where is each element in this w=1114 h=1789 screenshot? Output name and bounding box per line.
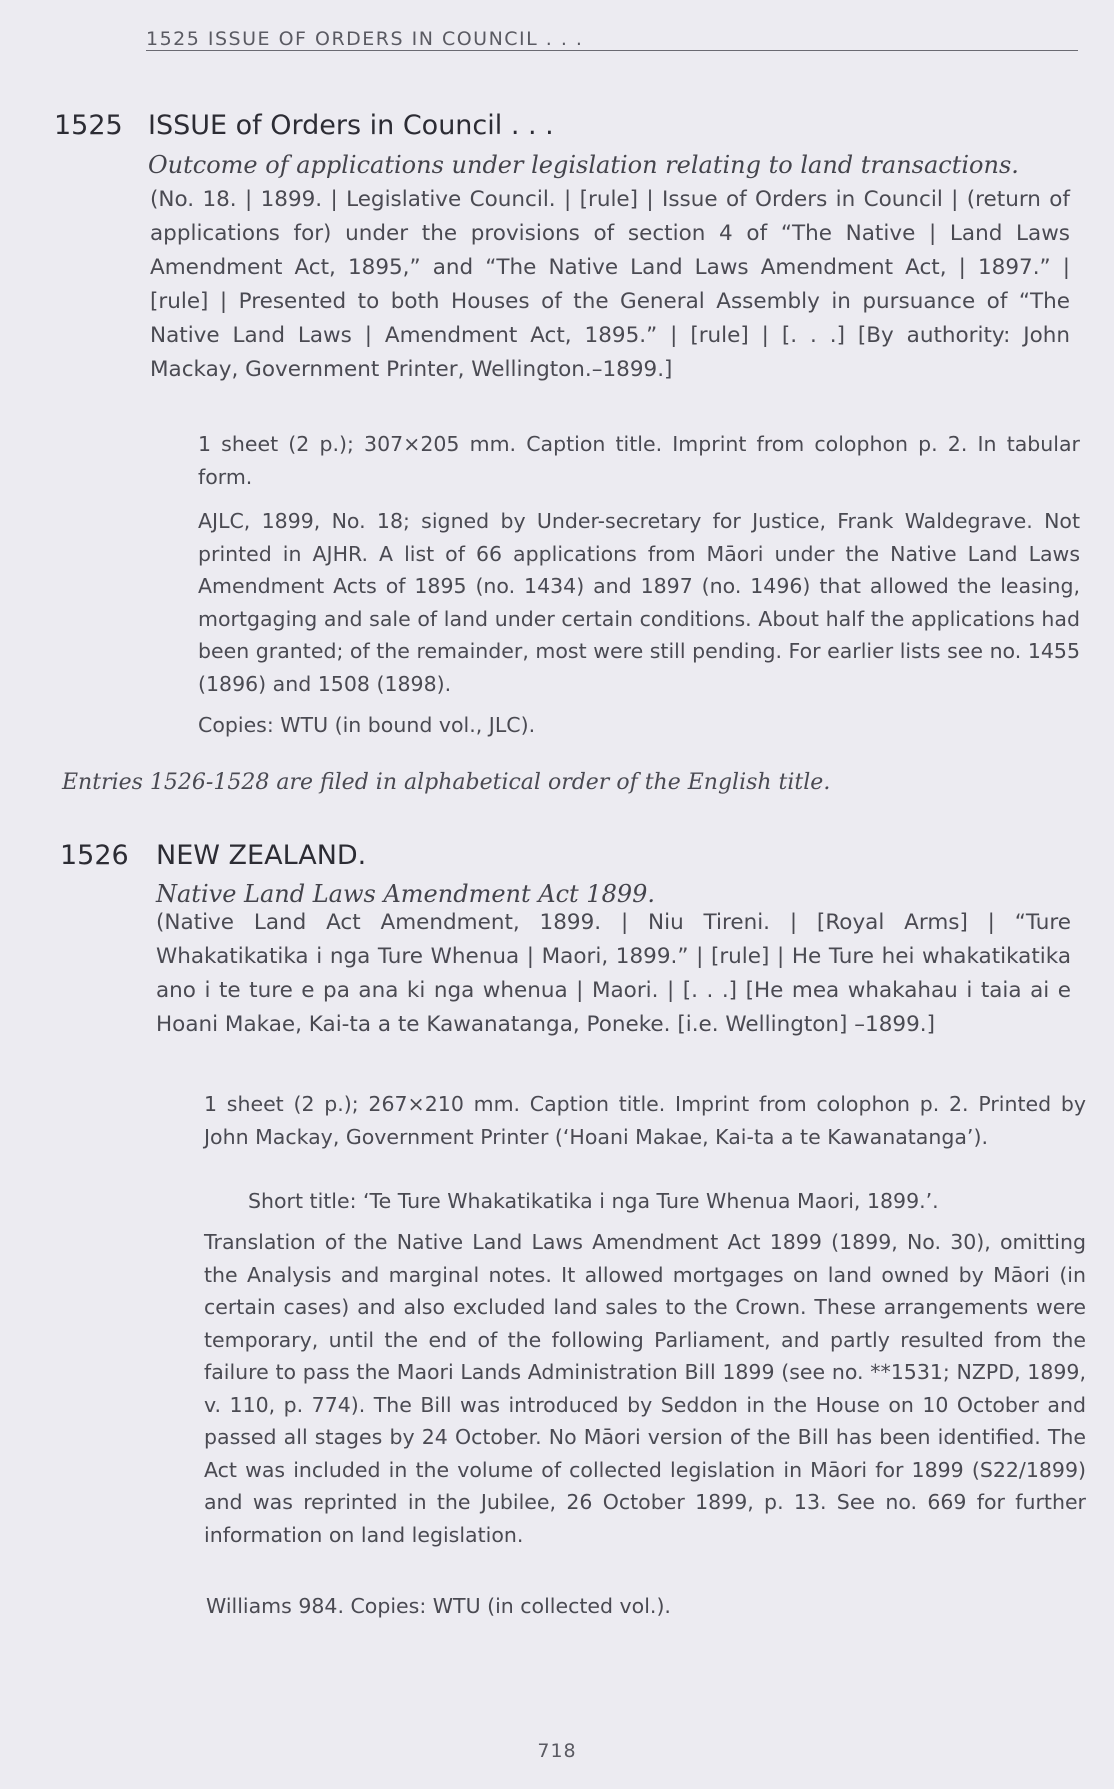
entry-title: ISSUE of Orders in Council . . .: [148, 110, 554, 141]
entry-note: AJLC, 1899, No. 18; signed by Under-secretary for Justice, Frank Waldegrave. Not printed in AJHR. A list of 66 applications from Māori under the Native Land Laws Amendment Acts of 1895 (no. 1434) and 1897 (no. 1496) that allowed the leasing, mortgaging and sale of land under certain conditions. About half the applications had been granted; of the remainder, most were still pending. For earlier lists see no. 1455 (1896) and 1508 (1898).: [198, 509, 1080, 696]
header-rule: [146, 50, 1078, 51]
entry-title: NEW ZEALAND.: [156, 840, 367, 871]
entry-subtitle: Outcome of applications under legislation relating to land transactions.: [148, 151, 1019, 179]
entry-transcription: (Native Land Act Amendment, 1899. | Niu Tireni. | [Royal Arms] | “Ture Whakatikatika i nga Ture Whenua | Maori, 1899.” | [rule] | He Ture hei whakatikatika ano i te ture e pa ana ki nga whenua | Maori. | [. . .] [He mea whakahau i taia ai e Hoani Makae, Kai-ta a te Kawanatanga, Poneke. [i.e. Wellington] –1899.]: [156, 910, 1071, 1037]
entry-physical-description: 1 sheet (2 p.); 267×210 mm. Caption title. Imprint from colophon p. 2. Printed by John Mackay, Government Printer (‘Hoani Makae, Kai-ta a te Kawanatanga’).: [204, 1092, 1086, 1149]
entry-transcription: (No. 18. | 1899. | Legislative Council. | [rule] | Issue of Orders in Council | (return of applications for) under the provisions of section 4 of “The Native | Land Laws Amendment Act, 1895,” and “The Native Land Laws Amendment Act, | 1897.” | [rule] | Presented to both Houses of the General Assembly in pursuance of “The Native Land Laws | Amendment Act, 1895.” | [rule] | [. . .] [By authority: John Mackay, Government Printer, Wellington.–1899.]: [150, 187, 1070, 382]
entry-copies: Williams 984. Copies: WTU (in collected vol.).: [206, 1594, 671, 1618]
entry-number: 1526: [60, 840, 129, 871]
entry-copies: Copies: WTU (in bound vol., JLC).: [198, 713, 536, 737]
entry-physical-description: 1 sheet (2 p.); 307×205 mm. Caption title. Imprint from colophon p. 2. In tabular form.: [198, 432, 1080, 489]
entry-note: Translation of the Native Land Laws Amendment Act 1899 (1899, No. 30), omitting the Analysis and marginal notes. It allowed mortgages on land owned by Māori (in certain cases) and also excluded land sales to the Crown. These arrangements were temporary, until the end of the following Parliament, and partly resulted from the failure to pass the Maori Lands Administration Bill 1899 (see no. **1531; NZPD, 1899, v. 110, p. 774). The Bill was introduced by Seddon in the House on 10 October and passed all stages by 24 October. No Māori version of the Bill has been identified. The Act was included in the volume of collected legislation in Māori for 1899 (S22/1899) and was reprinted in the Jubilee, 26 October 1899, p. 13. See no. 669 for further information on land legislation.: [204, 1230, 1086, 1547]
page-number: 718: [537, 1740, 577, 1762]
entry-short-title: Short title: ‘Te Ture Whakatikatika i nga Ture Whenua Maori, 1899.’.: [248, 1189, 939, 1213]
entry-subtitle: Native Land Laws Amendment Act 1899.: [156, 880, 656, 908]
entry-number: 1525: [54, 110, 123, 141]
running-head: 1525 ISSUE OF ORDERS IN COUNCIL . . .: [146, 28, 584, 50]
filed-order-note: Entries 1526-1528 are filed in alphabetical order of the English title.: [62, 770, 831, 795]
